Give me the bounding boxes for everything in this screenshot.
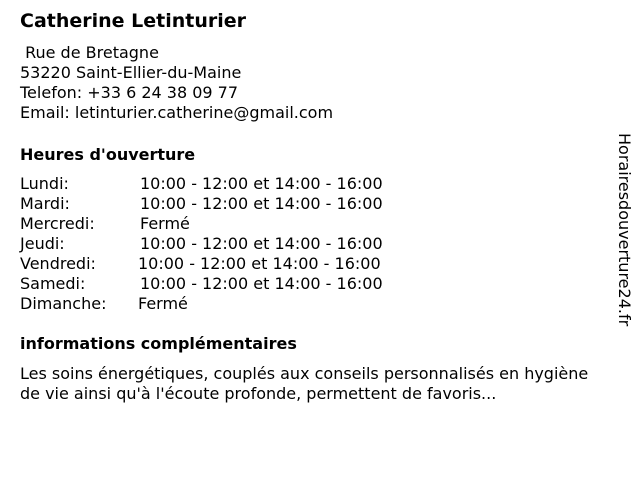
business-name: Catherine Letinturier [20,10,247,32]
day-label: Mercredi: [20,214,95,233]
contact-block [20,43,333,123]
day-label: Samedi: [20,274,86,293]
day-label: Jeudi: [20,234,65,253]
site-watermark: Horairesdouverture24.fr [615,133,634,327]
day-label: Mardi: [20,194,70,213]
day-label: Dimanche: [20,294,107,313]
hours-value: 10:00 - 12:00 et 14:00 - 16:00 [140,234,383,253]
additional-info-heading: informations complémentaires [20,334,297,353]
opening-hours-heading: Heures d'ouverture [20,145,196,164]
postal-city: 53220 Saint-Ellier-du-Maine [20,63,242,82]
phone-number: Telefon: +33 6 24 38 09 77 [20,83,239,102]
hours-value: 10:00 - 12:00 et 14:00 - 16:00 [140,274,383,293]
hours-value: Fermé [138,294,188,313]
email-address: Email: letinturier.catherine@gmail.com [20,103,334,122]
day-label: Lundi: [20,174,69,193]
hours-value: 10:00 - 12:00 et 14:00 - 16:00 [138,254,381,273]
additional-info-text: Les soins énergétiques, couplés aux conseils personnalisés en hygiène de vie ainsi qu'à l'écoute profonde, permettent de favoris... [20,364,589,403]
hours-value: Fermé [140,214,190,233]
street-address: Rue de Bretagne [20,43,159,62]
day-label: Vendredi: [20,254,96,273]
hours-value: 10:00 - 12:00 et 14:00 - 16:00 [140,194,383,213]
hours-value: 10:00 - 12:00 et 14:00 - 16:00 [140,174,383,193]
